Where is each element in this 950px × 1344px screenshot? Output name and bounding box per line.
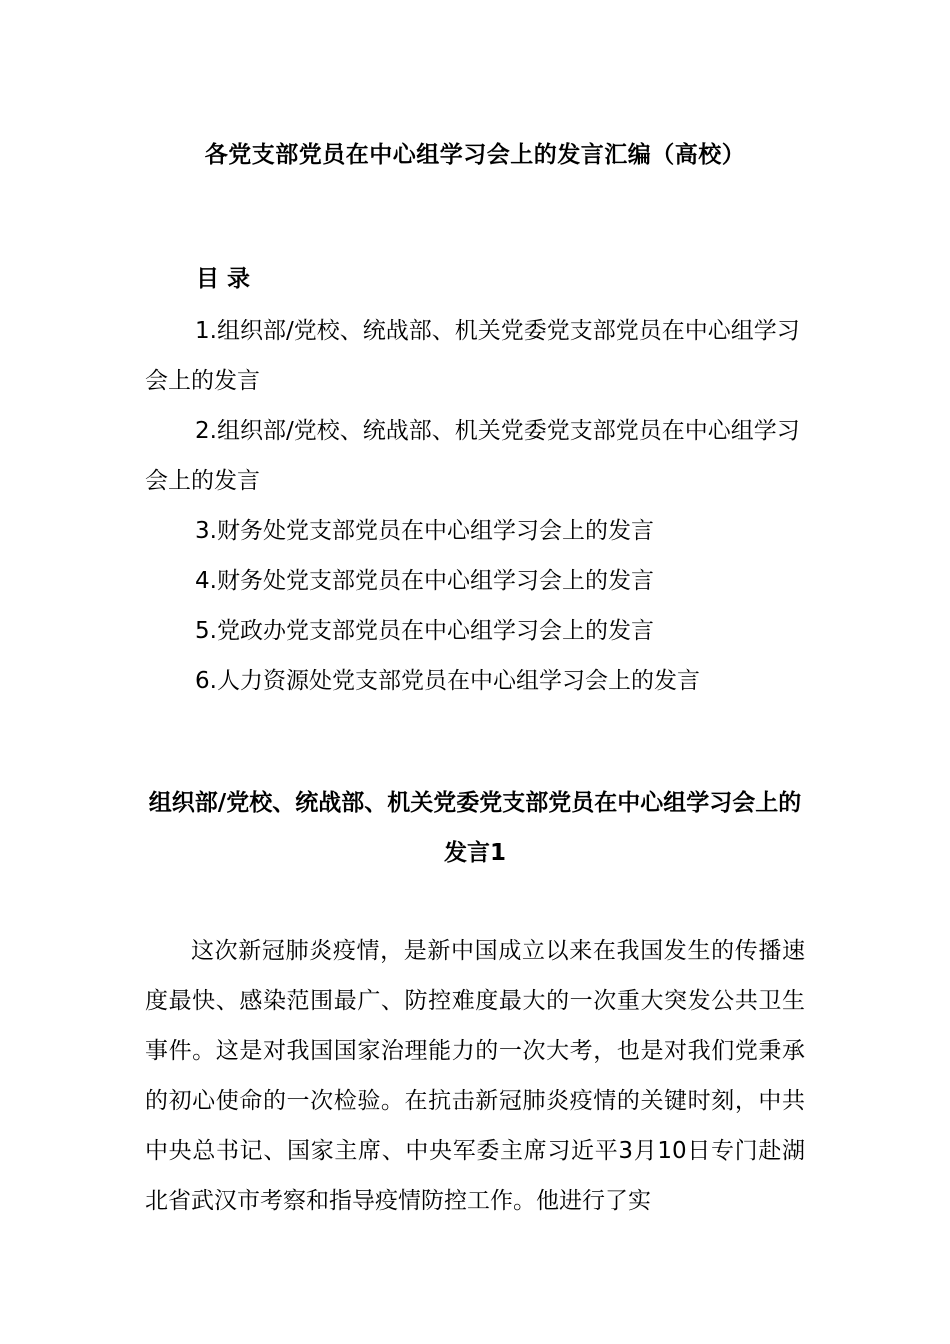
toc-item[interactable]: 3.财务处党支部党员在中心组学习会上的发言 bbox=[195, 518, 654, 544]
toc-item[interactable]: 2.组织部/党校、统战部、机关党委党支部党员在中心组学习会上的发言 bbox=[145, 418, 800, 494]
table-of-contents bbox=[145, 306, 805, 706]
toc-item[interactable]: 4.财务处党支部党员在中心组学习会上的发言 bbox=[195, 568, 654, 594]
section-heading: 组织部/党校、统战部、机关党委党支部党员在中心组学习会上的发言1 bbox=[148, 790, 802, 866]
toc-item[interactable]: 5.党政办党支部党员在中心组学习会上的发言 bbox=[195, 618, 654, 644]
toc-item[interactable]: 1.组织部/党校、统战部、机关党委党支部党员在中心组学习会上的发言 bbox=[145, 318, 800, 394]
toc-item[interactable]: 6.人力资源处党支部党员在中心组学习会上的发言 bbox=[195, 668, 700, 694]
document-title: 各党支部党员在中心组学习会上的发言汇编（高校） bbox=[204, 142, 746, 168]
toc-heading: 目 录 bbox=[196, 266, 251, 292]
body-paragraph: 这次新冠肺炎疫情，是新中国成立以来在我国发生的传播速度最快、感染范围最广、防控难度最大的一次重大突发公共卫生事件。这是对我国国家治理能力的一次大考，也是对我们党秉承的初心使命的一次检验。在抗击新冠肺炎疫情的关键时刻，中共中央总书记、国家主席、中央军委主席习近平3月10日专门赴湖北省武汉市考察和指导疫情防控工作。他进行了实 bbox=[145, 938, 805, 1214]
